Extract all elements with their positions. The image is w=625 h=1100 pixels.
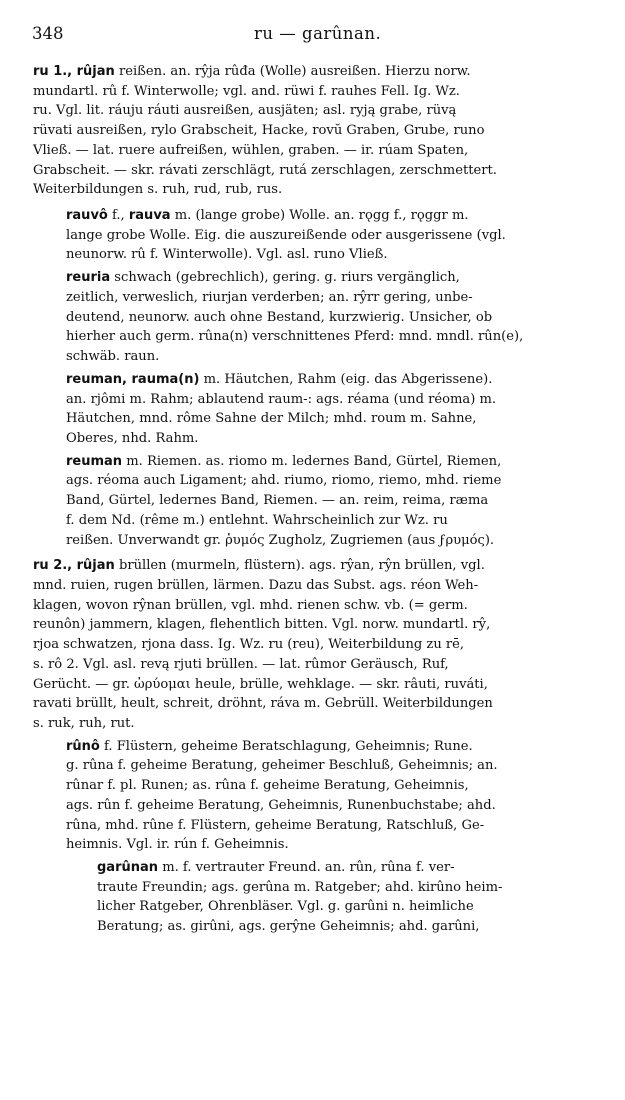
headword: garûnan	[97, 860, 159, 876]
entry-line	[0, 655, 625, 675]
entry-text: Grabscheit. — skr. rávati zerschlägt, rutá zerschlagen, zerschmettert.	[33, 162, 497, 178]
entry-line	[0, 694, 625, 714]
entry-text: Band, Gürtel, ledernes Band, Riemen. — an. reim, reima, ræma	[66, 493, 489, 509]
entry-line	[0, 511, 625, 531]
entry-line	[0, 82, 625, 102]
entry-text: Vließ. — lat. ruere aufreißen, wühlen, graben. — ir. rúam Spaten,	[33, 142, 469, 158]
entry-text: deutend, neunorw. auch ohne Bestand, kurzwierig. Unsicher, ob	[66, 309, 493, 325]
entry-line	[0, 327, 625, 347]
entry-text: m. Häutchen, Rahm (eig. das Abgerissene).	[199, 371, 493, 387]
entry-line	[0, 635, 625, 655]
entry-text: Oberes, nhd. Rahm.	[66, 430, 199, 446]
entry-line	[0, 835, 625, 855]
entry-text: reißen. Unverwandt gr. ῥυμός Zugholz, Zugriemen (aus ϝρυμός).	[66, 532, 495, 548]
entry-text: Gerücht. — gr. ὠρύομαι heule, brülle, wehklage. — skr. râuti, ruváti,	[33, 676, 488, 692]
entry-text: traute Freundin; ags. gerûna m. Ratgeber; ahd. kirûno heim-	[97, 879, 503, 895]
entry-line	[0, 756, 625, 776]
entry-line	[0, 816, 625, 836]
entry-text: mnd. ruien, rugen brüllen, lärmen. Dazu das Subst. ags. réon Weh-	[33, 577, 479, 593]
entry-first-line	[0, 737, 625, 757]
headword: reuria	[66, 270, 111, 286]
entry-first-line	[0, 556, 625, 576]
entry-line	[0, 897, 625, 917]
entry-text: schwach (gebrechlich), gering. g. riurs vergänglich,	[110, 270, 460, 286]
dictionary-entry	[0, 62, 625, 200]
dictionary-entry	[0, 858, 625, 937]
entry-text: rûna, mhd. rûne f. Flüstern, geheime Beratung, Ratschluß, Ge-	[66, 817, 485, 833]
entry-text: m. f. vertrauter Freund. an. rûn, rûna f. ver-	[158, 860, 455, 876]
entry-line	[0, 714, 625, 734]
entry-line	[0, 245, 625, 265]
entry-text: Weiterbildungen s. ruh, rud, rub, rus.	[33, 182, 283, 198]
dictionary-entry	[0, 268, 625, 367]
entry-line	[0, 576, 625, 596]
entry-first-line	[0, 452, 625, 472]
entry-text: m. Riemen. as. riomo m. ledernes Band, Gürtel, Riemen,	[122, 453, 502, 469]
entry-first-line	[0, 206, 625, 226]
entry-line	[0, 180, 625, 200]
entry-text: f. dem Nd. (rême m.) entlehnt. Wahrscheinlich zur Wz. ru	[66, 512, 448, 528]
entry-text: ags. rûn f. geheime Beratung, Geheimnis, Runenbuchstabe; ahd.	[66, 797, 496, 813]
entry-line	[0, 596, 625, 616]
entry-line	[0, 491, 625, 511]
entry-text: Beratung; as. girûni, ags. gerŷne Geheimnis; ahd. garûni,	[97, 919, 480, 935]
headword: rauvô	[66, 208, 108, 224]
entry-text: s. rô 2. Vgl. asl. revą rjuti brüllen. — lat. rûmor Geräusch, Ruf,	[33, 656, 449, 672]
entry-text: f.,	[107, 208, 129, 224]
entry-text: reunôn) jammern, klagen, flehentlich bitten. Vgl. norw. mundartl. rŷ,	[33, 617, 491, 633]
entry-line	[0, 288, 625, 308]
entry-text: ravati brüllt, heult, schreit, dröhnt, ráva m. Gebrüll. Weiterbildungen	[33, 696, 493, 712]
entry-text: ags. réoma auch Ligament; ahd. riumo, riomo, riemo, mhd. rieme	[66, 473, 502, 489]
running-head: ru — garûnan.	[254, 24, 382, 43]
entry-text: brüllen (murmeln, flüstern). ags. rŷan, rŷn brüllen, vgl.	[114, 558, 485, 574]
dictionary-entry	[0, 452, 625, 551]
entry-text: rjoa schwatzen, rjona dass. Ig. Wz. ru (reu), Weiterbildung zu rē,	[33, 637, 465, 653]
entry-line	[0, 615, 625, 635]
entry-first-line	[0, 858, 625, 878]
entry-text: rûnar f. pl. Runen; as. rûna f. geheime Beratung, Geheimnis,	[66, 778, 469, 794]
headword: rauva	[128, 208, 171, 224]
dictionary-entry	[0, 370, 625, 449]
entry-line	[0, 101, 625, 121]
entry-first-line	[0, 268, 625, 288]
entry-text: licher Ratgeber, Ohrenbläser. Vgl. g. garûni n. heimliche	[97, 899, 474, 915]
dictionary-entry	[0, 206, 625, 265]
dictionary-entry	[0, 556, 625, 733]
entry-text: an. rjômi m. Rahm; ablautend raum-: ags. réama (und réoma) m.	[66, 391, 497, 407]
entry-first-line	[0, 370, 625, 390]
entry-text: hierher auch germ. rûna(n) verschnittenes Pferd: mnd. mndl. rûn(e),	[66, 329, 524, 345]
entry-text: ru. Vgl. lit. ráuju ráuti ausreißen, ausjäten; asl. ryją grabe, rüvą	[33, 103, 457, 119]
entry-line	[0, 796, 625, 816]
entry-line	[0, 141, 625, 161]
entry-line	[0, 776, 625, 796]
entry-line	[0, 347, 625, 367]
entry-text: lange grobe Wolle. Eig. die auszureißende oder ausgerissene (vgl.	[66, 227, 506, 243]
entry-line	[0, 878, 625, 898]
dictionary-entry	[0, 737, 625, 855]
entry-line	[0, 471, 625, 491]
entry-line	[0, 390, 625, 410]
entry-line	[0, 308, 625, 328]
entry-text: mundartl. rû f. Winterwolle; vgl. and. rüwi f. rauhes Fell. Ig. Wz.	[33, 83, 460, 99]
entry-line	[0, 531, 625, 551]
entry-text: schwäb. raun.	[66, 349, 160, 365]
entry-text: Häutchen, mnd. rôme Sahne der Milch; mhd. roum m. Sahne,	[66, 411, 477, 427]
headword: ru 1., rûjan	[33, 64, 115, 79]
entry-first-line	[0, 62, 625, 82]
entry-line	[0, 161, 625, 181]
entry-line	[0, 226, 625, 246]
headword: ru 2., rûjan	[33, 558, 115, 574]
headword: rûnô	[66, 738, 100, 754]
dictionary-text	[0, 62, 625, 937]
headword: reuman	[66, 453, 123, 469]
entry-text: f. Flüstern, geheime Beratschlagung, Geheimnis; Rune.	[99, 738, 473, 754]
page-number: 348	[32, 24, 64, 43]
entry-line	[0, 917, 625, 937]
entry-text: heimnis. Vgl. ir. rún f. Geheimnis.	[66, 837, 289, 853]
entry-text: neunorw. rû f. Winterwolle). Vgl. asl. runo Vließ.	[66, 247, 388, 263]
entry-text: m. (lange grobe) Wolle. an. rǫgg f., rǫggr m.	[170, 208, 469, 224]
entry-text: reißen. an. rŷja rûđa (Wolle) ausreißen. Hierzu norw.	[114, 64, 471, 79]
entry-text: s. ruk, ruh, rut.	[33, 716, 135, 731]
entry-text: zeitlich, verweslich, riurjan verderben; an. rŷrr gering, unbe-	[66, 289, 473, 305]
headword: reuman, rauma(n)	[66, 371, 200, 387]
entry-text: rüvati ausreißen, rylo Grabscheit, Hacke, rovŭ Graben, Grube, runo	[33, 123, 485, 139]
entry-line	[0, 121, 625, 141]
entry-text: klagen, wovon rŷnan brüllen, vgl. mhd. rienen schw. vb. (= germ.	[33, 597, 468, 613]
entry-line	[0, 675, 625, 695]
entry-text: g. rûna f. geheime Beratung, geheimer Beschluß, Geheimnis; an.	[66, 758, 498, 774]
entry-line	[0, 429, 625, 449]
entry-line	[0, 409, 625, 429]
